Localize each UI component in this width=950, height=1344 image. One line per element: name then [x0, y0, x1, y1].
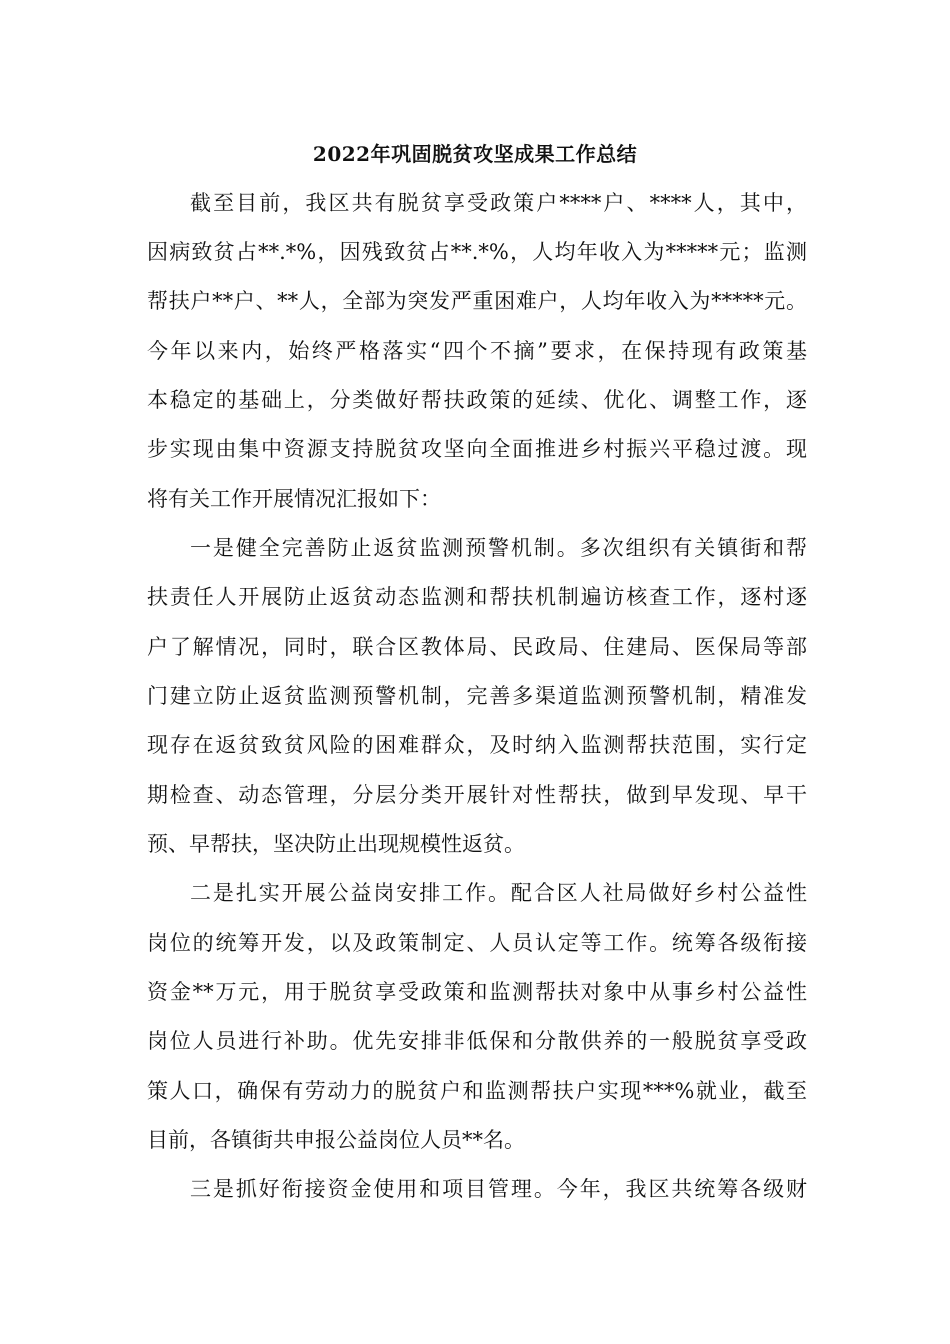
- paragraph-2-line: 户了解情况，同时，联合区教体局、民政局、住建局、医保局等部: [147, 635, 807, 659]
- paragraph-1-line: 今年以来内，始终严格落实“四个不摘”要求，在保持现有政策基: [147, 339, 807, 363]
- paragraph-3-line: 资金**万元，用于脱贫享受政策和监测帮扶对象中从事乡村公益性: [147, 980, 807, 1004]
- paragraph-1-line: 因病致贫占**.*%，因残致贫占**.*%，人均年收入为*****元；监测: [147, 240, 807, 264]
- paragraph-2-line: 现存在返贫致贫风险的困难群众，及时纳入监测帮扶范围，实行定: [147, 733, 807, 757]
- paragraph-3-line: 二是扎实开展公益岗安排工作。配合区人社局做好乡村公益性: [190, 881, 807, 905]
- paragraph-2-line: 扶责任人开展防止返贫动态监测和帮扶机制遍访核查工作，逐村逐: [147, 585, 807, 609]
- paragraph-1-line: 本稳定的基础上，分类做好帮扶政策的延续、优化、调整工作，逐: [147, 388, 807, 412]
- paragraph-3-line: 目前，各镇街共申报公益岗位人员**名。: [147, 1128, 525, 1152]
- paragraph-3-line: 岗位人员进行补助。优先安排非低保和分散供养的一般脱贫享受政: [147, 1029, 807, 1053]
- paragraph-2-line: 一是健全完善防止返贫监测预警机制。多次组织有关镇街和帮: [190, 536, 807, 560]
- paragraph-2-line: 门建立防止返贫监测预警机制，完善多渠道监测预警机制，精准发: [147, 684, 807, 708]
- paragraph-2-line: 预、早帮扶，坚决防止出现规模性返贫。: [147, 832, 525, 856]
- paragraph-1-line: 帮扶户**户、**人，全部为突发严重困难户，人均年收入为*****元。: [147, 289, 807, 313]
- paragraph-3-line: 策人口，确保有劳动力的脱贫户和监测帮扶户实现***%就业，截至: [147, 1079, 807, 1103]
- document-title: 2022年巩固脱贫攻坚成果工作总结: [312, 142, 638, 166]
- paragraph-1-line: 将有关工作开展情况汇报如下：: [147, 487, 441, 511]
- paragraph-2-line: 期检查、动态管理，分层分类开展针对性帮扶，做到早发现、早干: [147, 783, 807, 807]
- paragraph-1-line: 截至目前，我区共有脱贫享受政策户****户、****人，其中，: [190, 191, 807, 215]
- paragraph-4-line: 三是抓好衔接资金使用和项目管理。今年，我区共统筹各级财: [190, 1177, 807, 1201]
- paragraph-3-line: 岗位的统筹开发，以及政策制定、人员认定等工作。统筹各级衔接: [147, 931, 807, 955]
- paragraph-1-line: 步实现由集中资源支持脱贫攻坚向全面推进乡村振兴平稳过渡。现: [147, 437, 807, 461]
